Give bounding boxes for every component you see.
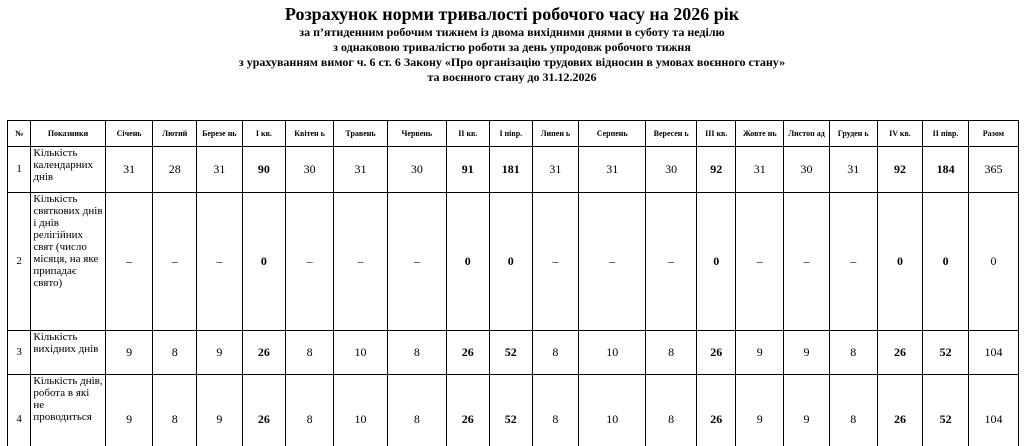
- value-cell: 30: [646, 147, 697, 193]
- value-cell: 9: [736, 331, 784, 375]
- column-header: Жовте нь: [736, 121, 784, 147]
- value-cell: 92: [697, 147, 736, 193]
- value-cell: 31: [105, 147, 153, 193]
- row-number: 1: [8, 147, 31, 193]
- value-cell: 9: [736, 375, 784, 446]
- table-row: [8, 375, 1019, 446]
- value-cell: 52: [490, 375, 532, 446]
- value-cell: 10: [579, 375, 646, 446]
- value-cell: 8: [388, 375, 446, 446]
- value-cell: 9: [197, 375, 243, 446]
- value-cell: 9: [197, 331, 243, 375]
- value-cell: 26: [877, 331, 923, 375]
- value-cell: 8: [286, 375, 334, 446]
- value-cell: 26: [446, 331, 490, 375]
- value-cell: 31: [197, 147, 243, 193]
- header-row: [8, 121, 1019, 147]
- value-cell: 8: [153, 375, 197, 446]
- value-cell: 90: [242, 147, 286, 193]
- value-cell: 9: [105, 375, 153, 446]
- value-cell: 26: [697, 331, 736, 375]
- column-header: I кв.: [242, 121, 286, 147]
- document-title: Розрахунок норми тривалості робочого часу на 2026 рік: [284, 4, 740, 24]
- column-header: Лютий: [153, 121, 197, 147]
- value-cell: 26: [697, 375, 736, 446]
- value-cell: –: [286, 193, 334, 331]
- value-cell: 104: [968, 375, 1018, 446]
- column-header: II півр.: [923, 121, 969, 147]
- column-header: II кв.: [446, 121, 490, 147]
- column-header: Квітен ь: [286, 121, 334, 147]
- indicator-cell: Кількість вихідних днів: [31, 331, 105, 375]
- value-cell: 26: [242, 331, 286, 375]
- row-number: 3: [8, 331, 31, 375]
- table-row: [8, 331, 1019, 375]
- value-cell: 28: [153, 147, 197, 193]
- table-row: [8, 193, 1019, 331]
- column-header: Груден ь: [829, 121, 877, 147]
- column-header: Липен ь: [532, 121, 579, 147]
- value-cell: 10: [333, 331, 387, 375]
- value-cell: 0: [490, 193, 532, 331]
- column-header: Серпень: [579, 121, 646, 147]
- value-cell: –: [784, 193, 830, 331]
- value-cell: 184: [923, 147, 969, 193]
- column-header: III кв.: [697, 121, 736, 147]
- column-header: Вересен ь: [646, 121, 697, 147]
- value-cell: 26: [242, 375, 286, 446]
- value-cell: 52: [923, 375, 969, 446]
- column-header: Березе нь: [197, 121, 243, 147]
- value-cell: –: [105, 193, 153, 331]
- value-cell: 0: [877, 193, 923, 331]
- value-cell: 8: [532, 375, 579, 446]
- value-cell: 0: [697, 193, 736, 331]
- column-header: №: [8, 121, 31, 147]
- column-header: I півр.: [490, 121, 532, 147]
- value-cell: 0: [923, 193, 969, 331]
- column-header: Разом: [968, 121, 1018, 147]
- value-cell: –: [153, 193, 197, 331]
- row-number: 4: [8, 375, 31, 446]
- value-cell: 9: [784, 331, 830, 375]
- value-cell: –: [736, 193, 784, 331]
- value-cell: 31: [829, 147, 877, 193]
- value-cell: 91: [446, 147, 490, 193]
- subtitle-line-3: з урахуванням вимог ч. 6 ст. 6 Закону «Про організацію трудових відносин в умовах воєнного стану»: [238, 55, 786, 69]
- subtitle-line-4: та воєнного стану до 31.12.2026: [427, 70, 597, 84]
- value-cell: 8: [153, 331, 197, 375]
- value-cell: 8: [646, 331, 697, 375]
- value-cell: 8: [388, 331, 446, 375]
- value-cell: –: [579, 193, 646, 331]
- value-cell: 9: [105, 331, 153, 375]
- value-cell: 181: [490, 147, 532, 193]
- value-cell: 365: [968, 147, 1018, 193]
- value-cell: 31: [736, 147, 784, 193]
- row-number: 2: [8, 193, 31, 331]
- value-cell: 52: [490, 331, 532, 375]
- indicator-cell: Кількість календарних днів: [31, 147, 105, 193]
- value-cell: 26: [877, 375, 923, 446]
- value-cell: –: [197, 193, 243, 331]
- title-block: [0, 0, 1024, 85]
- value-cell: 10: [579, 331, 646, 375]
- value-cell: 8: [646, 375, 697, 446]
- value-cell: 30: [388, 147, 446, 193]
- value-cell: –: [532, 193, 579, 331]
- value-cell: 31: [579, 147, 646, 193]
- value-cell: 31: [532, 147, 579, 193]
- working-time-table: [7, 120, 1019, 446]
- value-cell: 26: [446, 375, 490, 446]
- value-cell: 52: [923, 331, 969, 375]
- value-cell: 8: [829, 375, 877, 446]
- value-cell: 0: [446, 193, 490, 331]
- value-cell: 9: [784, 375, 830, 446]
- value-cell: 8: [829, 331, 877, 375]
- table-row: [8, 147, 1019, 193]
- value-cell: 30: [784, 147, 830, 193]
- value-cell: –: [388, 193, 446, 331]
- value-cell: 0: [242, 193, 286, 331]
- column-header: Червень: [388, 121, 446, 147]
- value-cell: 92: [877, 147, 923, 193]
- value-cell: 30: [286, 147, 334, 193]
- indicator-cell: Кількість святкових днів і днів релігійних свят (число місяця, на яке припадає свято): [31, 193, 105, 331]
- indicator-cell: Кількість днів, робота в які не проводиться: [31, 375, 105, 446]
- value-cell: 8: [286, 331, 334, 375]
- value-cell: –: [829, 193, 877, 331]
- table-body: [8, 121, 1019, 446]
- column-header: Січень: [105, 121, 153, 147]
- subtitle-line-1: за п’ятиденним робочим тижнем із двома вихідними днями в суботу та неділю: [299, 25, 725, 39]
- value-cell: 0: [968, 193, 1018, 331]
- subtitle-line-2: з однаковою тривалістю роботи за день упродовж робочого тижня: [333, 40, 691, 54]
- column-header: Травень: [333, 121, 387, 147]
- column-header: IV кв.: [877, 121, 923, 147]
- column-header: Листоп ад: [784, 121, 830, 147]
- value-cell: 8: [532, 331, 579, 375]
- value-cell: –: [646, 193, 697, 331]
- value-cell: 104: [968, 331, 1018, 375]
- value-cell: 31: [333, 147, 387, 193]
- value-cell: –: [333, 193, 387, 331]
- value-cell: 10: [333, 375, 387, 446]
- column-header: Показники: [31, 121, 105, 147]
